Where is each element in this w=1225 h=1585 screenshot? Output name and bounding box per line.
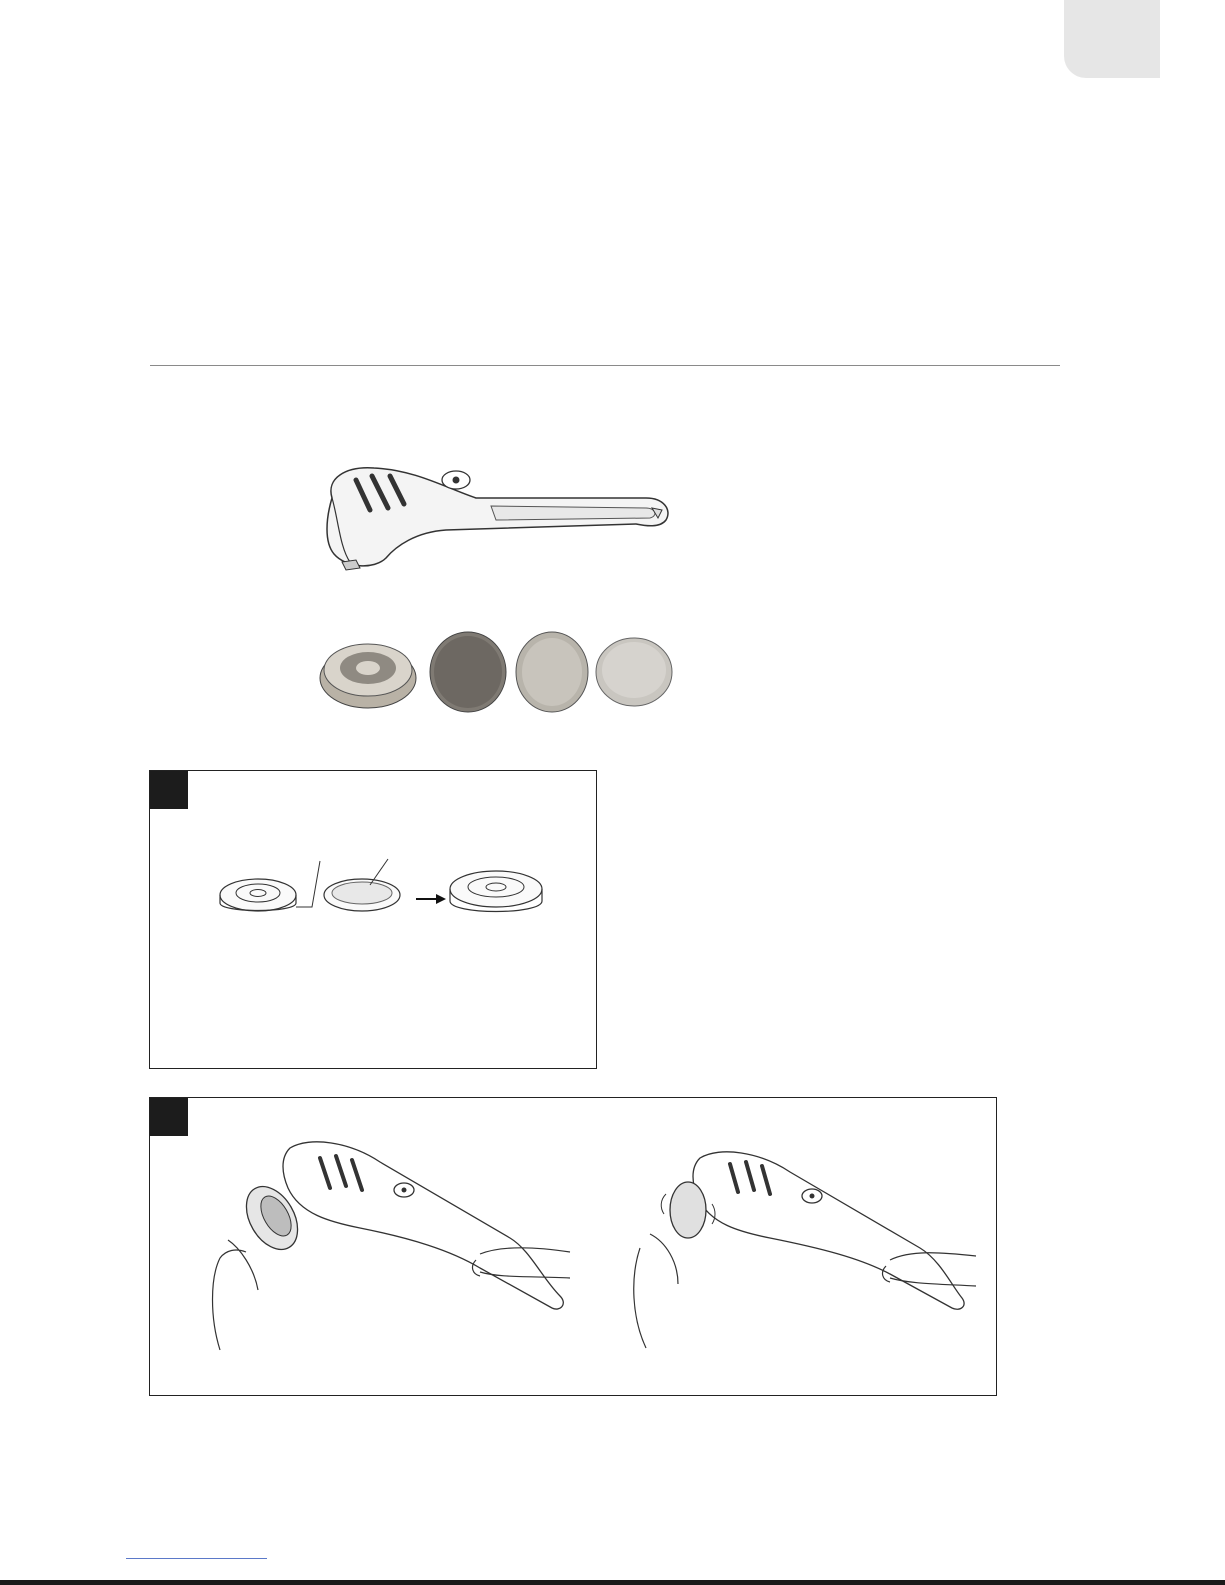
pad-assembly-icon xyxy=(216,851,556,931)
attachments-row xyxy=(316,628,680,714)
section-divider xyxy=(150,365,1060,366)
footer-link-underline[interactable] xyxy=(126,1558,267,1559)
bottom-edge-strip xyxy=(0,1580,1225,1585)
felt-pad-icon xyxy=(516,632,588,712)
mesh-pad-icon xyxy=(430,632,506,712)
step-1-badge xyxy=(150,771,188,809)
light-felt-pad-icon xyxy=(596,638,672,706)
language-tab xyxy=(1064,0,1160,78)
massager-device-icon xyxy=(316,458,680,576)
step-1-figure xyxy=(149,770,597,1069)
attach-head-right-icon xyxy=(620,1138,980,1368)
step-2-figure xyxy=(149,1097,997,1396)
attach-head-left-icon xyxy=(180,1128,590,1368)
base-disc-icon xyxy=(320,644,416,708)
